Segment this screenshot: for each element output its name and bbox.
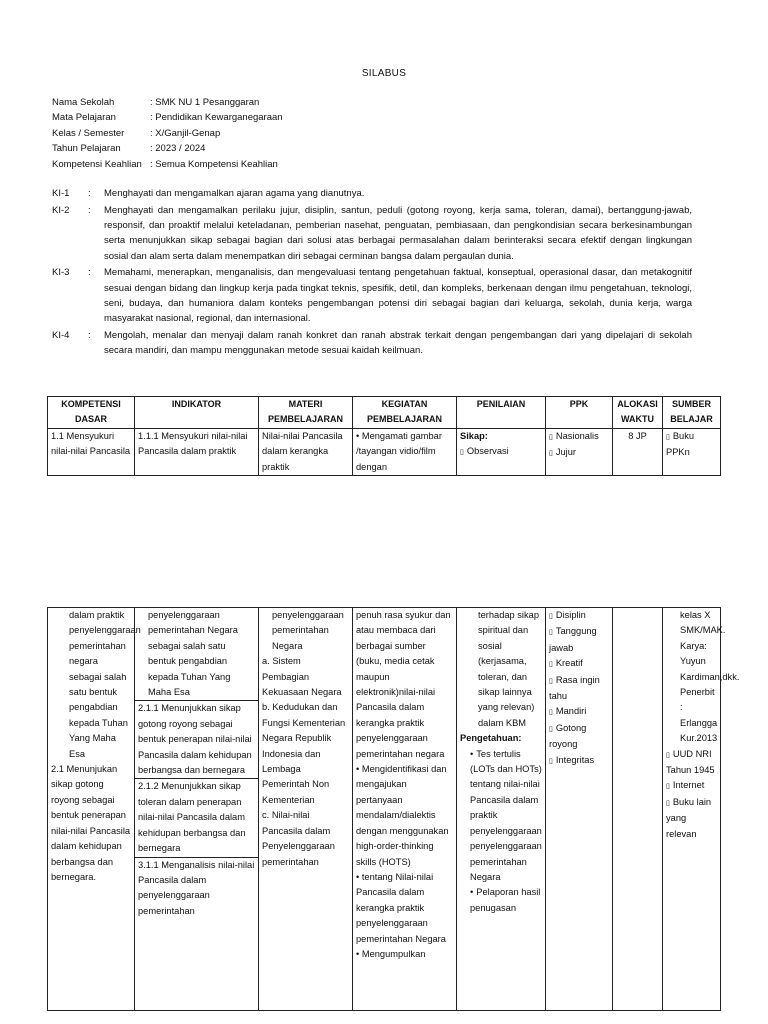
kd-cell: 1.1 Mensyukuri nilai-nilai Pancasila [48, 428, 135, 475]
syllabus-table-continued [47, 607, 740, 1011]
penilaian-text: terhadap sikap spiritual dan sosial (kerjasama, toleran, dan sikap lainnya yang relevan) dalam KBM [478, 610, 539, 728]
info-row [52, 126, 283, 141]
info-value: : Pendidikan Kewarganegaraan [150, 112, 283, 124]
penilaian-heading: Sikap: [460, 430, 488, 441]
core-competencies [52, 186, 692, 360]
ppk-item: ▯ Gotong royong [549, 721, 609, 753]
ki-colon: : [88, 188, 91, 199]
kegiatan-cell [353, 608, 457, 1011]
penilaian-item: ▯ Observasi [460, 444, 542, 460]
ki-colon: : [88, 329, 91, 341]
sumber-item: ▯ Internet [666, 778, 717, 794]
kegiatan-text: • Mengumpulkan [356, 948, 426, 959]
ppk-item: ▯ Mandiri [549, 704, 609, 720]
ki-code: KI-2 [52, 204, 70, 216]
ki-item [52, 265, 692, 327]
info-row [52, 95, 283, 110]
ki-item [52, 203, 692, 265]
ki-colon: : [88, 204, 91, 216]
ki-text: Menghayati dan mengamalkan perilaku jujur, disiplin, santun, peduli (gotong royong, kerja sama, toleran, damai), bertanggung-jawab, responsif, dan proaktif melalui keteladanan, pemberian nasehat, penguatan, pembiasaan, dan pengkondisian secara berkesinambungan serta menunjukkan sikap sebagai bagian dari solusi atas berbagai permasalahan dalam berinteraksi secara efektif dengan lingkungan sosial dan alam serta dalam menempatkan diri sebagai cerminan bangsa dalam pergaulan dunia. [104, 204, 692, 262]
ki-text: Mengolah, menalar dan menyaji dalam ranah konkret dan ranah abstrak terkait dengan pengembangan dari yang dipelajari di sekolah secara mandiri, dan mampu menggunakan metode sesuai kaidah keilmuan. [104, 329, 692, 357]
ki-item [52, 328, 692, 359]
sumber-cell [663, 608, 740, 1011]
sumber-text: kelas X SMK/MAK. Karya: Yuyun Kardiman,dkk. Penerbit : Erlangga Kur.2013 [680, 610, 740, 744]
header-cell: MATERI PEMBELAJARAN [259, 397, 353, 429]
ki-text: Menghayati dan mengamalkan ajaran agama yang dianutnya. [104, 188, 365, 199]
sumber-item: ▯ UUD NRI Tahun 1945 [666, 747, 717, 779]
kegiatan-cell: • Mengamati gambar /tayangan vidio/film dengan [353, 428, 457, 475]
ki-text: Memahami, menerapkan, menganalisis, dan mengevaluasi tentang pengetahuan faktual, konseptual, operasional dasar, dan metakognitif sesuai dengan bidang dan lingkup kerja pada tingkat teknis, spesifik, detil, dan kompleks, berkenaan dengan ilmu pengetahuan, teknologi, seni, budaya, dan humaniora dalam konteks pengembangan potensi diri sebagai bagian dari keluarga, sekolah, dunia kerja, warga masyarakat nasional, regional, dan internasional. [104, 267, 692, 325]
ppk-item: ▯ Integritas [549, 753, 609, 769]
kegiatan-text: • tentang Nilai-nilai Pancasila dalam kerangka praktik penyelenggaraan pemerintahan Negara [356, 871, 446, 944]
materi-cell: Nilai-nilai Pancasila dalam kerangka praktik [259, 428, 353, 475]
header-cell: SUMBER BELAJAR [663, 397, 721, 429]
sumber-item: ▯ Buku lain yang relevan [666, 795, 717, 842]
indikator-text: penyelenggaraan pemerintahan Negara sebagai salah satu bentuk pengabdian kepada Tuhan Yang Maha Esa [148, 610, 238, 698]
penilaian-cell [457, 428, 546, 475]
header-cell: INDIKATOR [135, 397, 259, 429]
penilaian-heading: Pengetahuan: [460, 733, 522, 744]
ppk-item: ▯ Disiplin [549, 608, 609, 624]
ppk-cell [546, 428, 613, 475]
info-row [52, 141, 283, 156]
indikator-text: 2.1.2 Menunjukkan sikap toleran dalam penerapan nilai-nilai Pancasila dalam kehidupan berbangsa dan bernegara [135, 778, 258, 856]
table-row [48, 428, 721, 475]
ppk-cell [546, 608, 613, 1011]
syllabus-table-top [47, 396, 721, 476]
ppk-item: ▯ Tanggung jawab [549, 624, 609, 656]
ppk-item: ▯ Nasionalis [549, 429, 609, 445]
penilaian-item: • Pelaporan hasil penugasan [460, 885, 542, 916]
table-header-row [48, 397, 721, 429]
header-cell: KEGIATAN PEMBELAJARAN [353, 397, 457, 429]
ki-code: KI-4 [52, 329, 70, 341]
indikator-text: 3.1.1 Menganalisis nilai-nilai Pancasila dalam penyelenggaraan pemerintahan [135, 857, 258, 920]
alokasi-cell [613, 608, 663, 1011]
ppk-item: ▯ Jujur [549, 445, 609, 461]
table-row [48, 608, 721, 1011]
ki-colon: : [88, 267, 91, 279]
materi-text: b. Kedudukan dan Fungsi Kementerian Negara Republik Indonesia dan Lembaga Pemerintah Non Kementerian [262, 702, 346, 805]
kd-cell [48, 608, 141, 1011]
info-label: Tahun Pelajaran [52, 143, 121, 155]
info-label: Kelas / Semester [52, 127, 125, 139]
sumber-cell [663, 428, 721, 475]
materi-cell [259, 608, 353, 1011]
header-cell: KOMPETENSI DASAR [48, 397, 135, 429]
header-cell: ALOKASI WAKTU [613, 397, 663, 429]
indikator-cell [135, 608, 259, 1011]
info-value: : Semua Kompetensi Keahlian [150, 158, 278, 170]
sumber-item: ▯ Buku PPKn [666, 429, 717, 461]
header-cell: PENILAIAN [457, 397, 546, 429]
document-title: SILABUS [361, 68, 407, 79]
indikator-text: 2.1.1 Menunjukkan sikap gotong royong sebagai bentuk penerapan nilai-nilai Pancasila dalam kehidupan berbangsa dan bernegara [135, 700, 258, 778]
kd-text: dalam praktik penyelenggaraan pemerintahan negara sebagai salah satu bentuk pengabdian kepada Tuhan Yang Maha Esa [69, 610, 141, 759]
school-info [52, 95, 283, 172]
info-value: : X/Ganjil-Genap [150, 127, 221, 139]
ppk-item: ▯ Kreatif [549, 656, 609, 672]
ki-code: KI-3 [52, 267, 70, 279]
penilaian-item: • Tes tertulis (LOTs dan HOTs) tentang nilai-nilai Pancasila dalam praktik penyelenggaraan penyelenggaraan pemerintahan Negara [460, 747, 542, 886]
kegiatan-text: • Mengidentifikasi dan mengajukan pertanyaan mendalam/dialektis dengan menggunakan high-order-thinking skills (HOTS) [356, 764, 449, 867]
header-cell: PPK [546, 397, 613, 429]
ki-item [52, 186, 692, 202]
ppk-item: ▯ Rasa ingin tahu [549, 673, 609, 705]
info-row [52, 110, 283, 125]
info-value: : 2023 / 2024 [150, 143, 206, 155]
materi-text: a. Sistem Pembagian Kekuasaan Negara [262, 656, 342, 698]
alokasi-cell: 8 JP [613, 428, 663, 475]
info-label: Nama Sekolah [52, 97, 115, 108]
penilaian-cell [457, 608, 546, 1011]
kegiatan-text: penuh rasa syukur dan atau membaca dari berbagai sumber (buku, media cetak maupun elektronik)nilai-nilai Pancasila dalam kerangka praktik penyelenggaraan pemerintahan negara [356, 610, 451, 759]
kd-text: 2.1 Menunjukan sikap gotong royong sebagai bentuk penerapan nilai-nilai Pancasila dalam kehidupan berbangsa dan bernegara. [51, 764, 131, 882]
ki-code: KI-1 [52, 188, 70, 199]
materi-text: c. Nilai-nilai Pancasila dalam Penyelenggaraan pemerintahan [262, 810, 335, 867]
indikator-cell: 1.1.1 Mensyukuri nilai-nilai Pancasila dalam praktik [135, 428, 259, 475]
info-label: Kompetensi Keahlian [52, 158, 142, 170]
info-value: : SMK NU 1 Pesanggaran [150, 97, 260, 108]
materi-text: penyelenggaraan pemerintahan Negara [272, 610, 344, 651]
info-label: Mata Pelajaran [52, 112, 116, 124]
info-row [52, 157, 283, 172]
